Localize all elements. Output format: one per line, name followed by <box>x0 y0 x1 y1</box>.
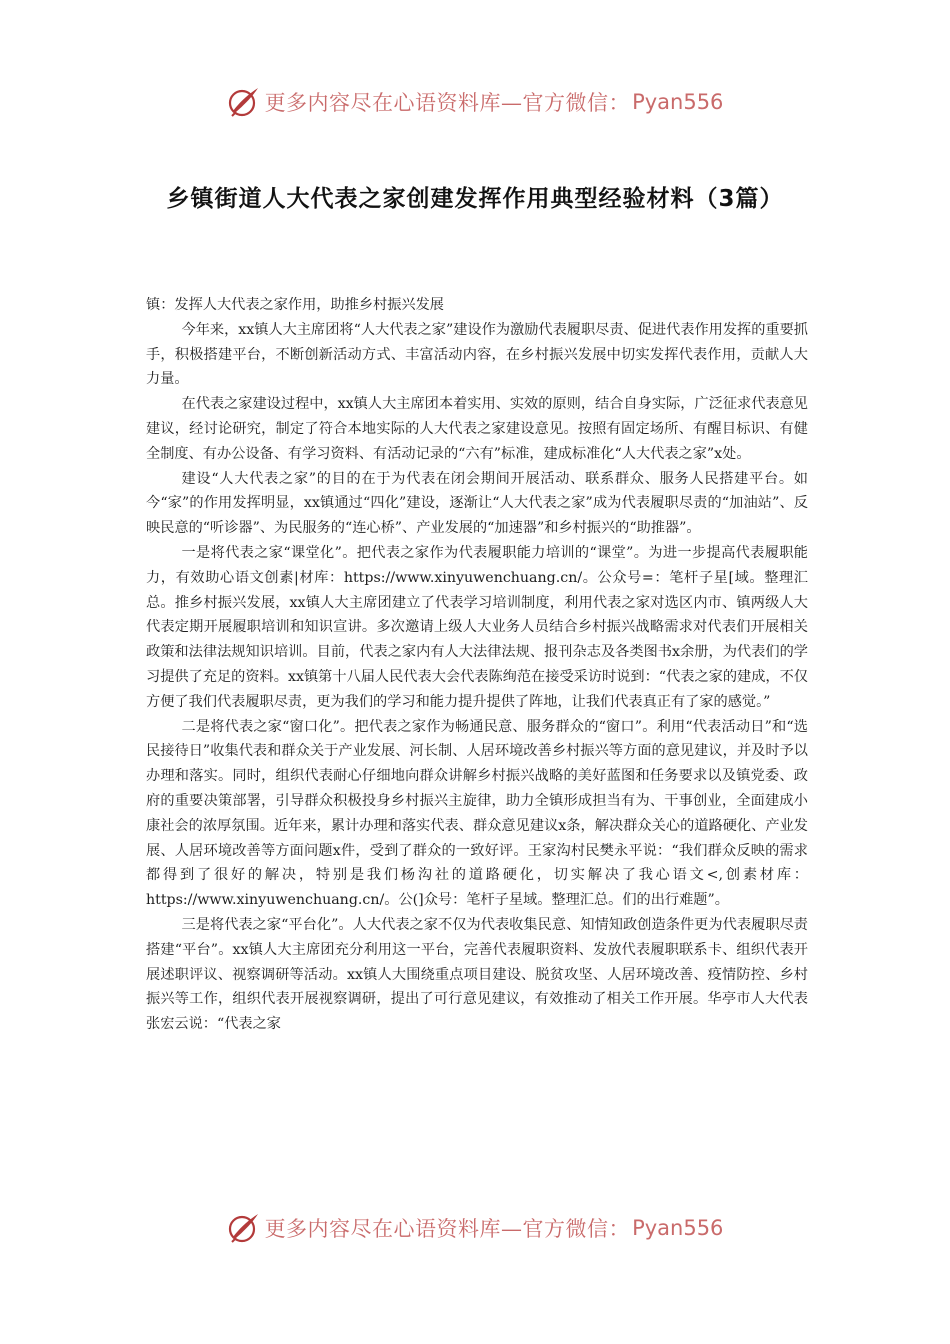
banner-text: 更多内容尽在心语资料库—官方微信： <box>264 91 631 115</box>
document-title: 乡镇街道人大代表之家创建发挥作用典型经验材料（3篇） <box>166 186 784 212</box>
paragraph: 在代表之家建设过程中，xx镇人大主席团本着实用、实效的原则，结合自身实际，广泛征求代表意见建议，经讨论研究，制定了符合本地实际的人大代表之家建设意见。按照有固定场所、有醒目标识、有健全制度、有办公设备、有学习资料、有活动记录的“六有”标准，建成标准化“人大代表之家”x处。 <box>146 396 808 462</box>
paragraph: 今年来，xx镇人大主席团将“人大代表之家”建设作为激励代表履职尽责、促进代表作用发挥的重要抓手，积极搭建平台，不断创新活动方式、丰富活动内容，在乡村振兴发展中切实发挥代表作用，贡献人大力量。 <box>146 321 808 388</box>
paragraph: 一是将代表之家“课堂化”。把代表之家作为代表履职能力培训的“课堂”。为进一步提高代表履职能力，有效助心语文创素|材库：https://www.xinyuwenchuang.cn/。公众号=：笔杆子星[域。整理汇总。推乡村振兴发展，xx镇人大主席团建立了代表学习培训制度，利用代表之家对选区内市、镇两级人大代表定期开展履职培训和知识宣讲。多次邀请上级人大业务人员结合乡村振兴战略需求对代表们开展相关政策和法律法规知识培训。目前，代表之家内有人大法律法规、报刊杂志及各类图书x余册，为代表们的学习提供了充足的资料。xx镇第十八届人民代表大会代表陈绚范在接受采访时说到：“代表之家的建成，不仅方便了我们代表履职尽责，更为我们的学习和能力提升提供了阵地，让我们代表真正有了家的感觉。” <box>146 544 808 710</box>
paragraph: 建设“人大代表之家”的目的在于为代表在闭会期间开展活动、联系群众、服务人民搭建平台。如今“家”的作用发挥明显，xx镇通过“四化”建设，逐渐让“人大代表之家”成为代表履职尽责的“加油站”、反映民意的“听诊器”、为民服务的“连心桥”、产业发展的“加速器”和乡村振兴的“助推器”。 <box>146 470 808 537</box>
document-body <box>146 293 808 1037</box>
banner-wechat-id: Pyan556 <box>632 90 724 114</box>
paragraph: 三是将代表之家“平台化”。人大代表之家不仅为代表收集民意、知情知政创造条件更为代表履职尽责搭建“平台”。xx镇人大主席团充分利用这一平台，完善代表履职资料、发放代表履职联系卡、组织代表开展述职评议、视察调研等活动。xx镇人大围绕重点项目建设、脱贫攻坚、人居环境改善、疫情防控、乡村振兴等工作，组织代表开展视察调研，提出了可行意见建议，有效推动了相关工作开展。华亭市人大代表张宏云说：“代表之家 <box>146 916 808 1033</box>
banner-text: 更多内容尽在心语资料库—官方微信： <box>264 1217 631 1241</box>
quill-logo-icon <box>227 1211 261 1245</box>
quill-logo-icon <box>227 85 261 119</box>
banner-wechat-id: Pyan556 <box>632 1216 724 1240</box>
header-watermark-banner <box>0 82 950 122</box>
footer-watermark-banner <box>0 1208 950 1248</box>
section-heading: 镇：发挥人大代表之家作用，助推乡村振兴发展 <box>146 297 444 313</box>
paragraph: 二是将代表之家“窗口化”。把代表之家作为畅通民意、服务群众的“窗口”。利用“代表活动日”和“选民接待日”收集代表和群众关于产业发展、河长制、人居环境改善乡村振兴等方面的意见建议，并及时予以办理和落实。同时，组织代表耐心仔细地向群众讲解乡村振兴战略的美好蓝图和任务要求以及镇党委、政府的重要决策部署，引导群众积极投身乡村振兴主旋律，助力全镇形成担当有为、干事创业，全面建成小康社会的浓厚氛围。近年来，累计办理和落实代表、群众意见建议x条，解决群众关心的道路硬化、产业发展、人居环境改善等方面问题x件，受到了群众的一致好评。王家沟村民樊永平说：“我们群众反映的需求都得到了很好的解决，特别是我们杨沟社的道路硬化，切实解决了我心语文<,创素材库：https://www.xinyuwenchuang.cn/。公(]众号：笔杆子星域。整理汇总。们的出行难题”。 <box>146 718 808 909</box>
